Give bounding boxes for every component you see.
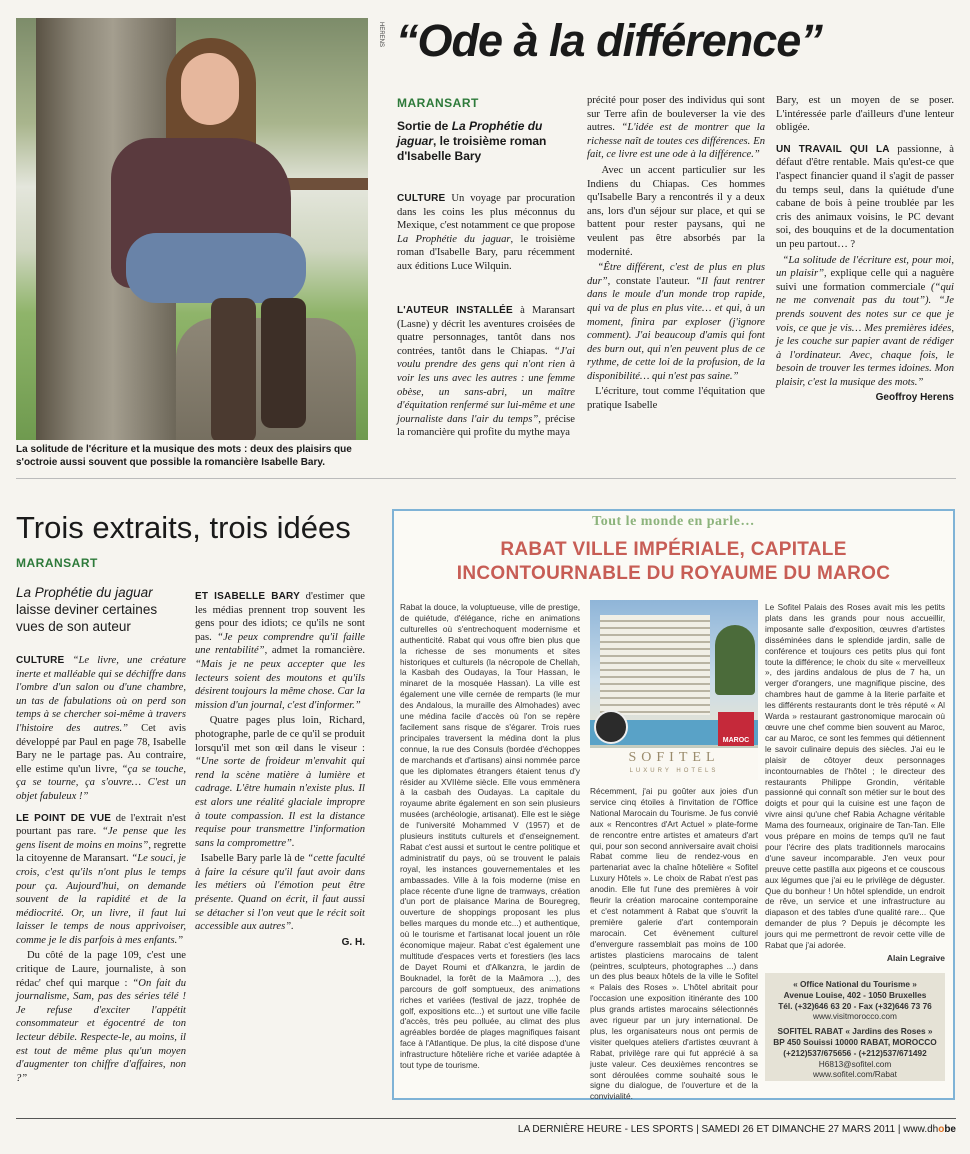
hotel-email-link[interactable]: H6813@sofitel.com [818, 1058, 892, 1069]
article-title: “Ode à la différence” [396, 15, 822, 66]
ad-signature: Alain Legraive [886, 953, 945, 963]
article-intro: Sortie de La Prophétie du jaguar, le troisième roman d'Isabelle Bary [397, 119, 547, 163]
sofitel-tagline: LUXURY HOTELS [629, 768, 719, 774]
author-photo [16, 18, 368, 440]
footer-rule [16, 1118, 956, 1119]
article2-title: Trois extraits, trois idées [16, 510, 351, 545]
ad-title: RABAT VILLE IMPÉRIALE, CAPITALE INCONTOURNABLE DU ROYAUME DU MAROC [456, 539, 891, 584]
article2-intro: La Prophétie du jaguar laisse deviner certaines vues de son auteur [16, 585, 158, 634]
article2-column-1: CULTURE “Le livre, une créature inerte et malléable qui se déchiffre dans l'ombre d'un salon ou d'une chambre, un tas de fabulations où on perd son temps à se chercher soi-même à travers l'histoire des autres.” Cet avis développé par Paul en page 78, Isabelle Bary ne le partage pas. Au contraire, elle estime qu'un livre, “ça se touche, ça se tourne, ça s'ouvre… C'est un objet fabuleux !” LE POINT DE VUE de l'extrait n'est pourtant pas rare. “Je pense que les gens lisent de moins en moins”, regrette la citoyenne de Maransart. “Le souci, je crois, c'est qu'ils n'ont plus le temps pour ça. Aujourd'hui, on demande souvent de la rapidité et de la médiocrité. Or, un livre, il faut lui laisser le temps de nous apprivoiser, comme je le dis parfois à mes enfants.” Du côté de la page 109, c'est une critique de Laure, journaliste, à son rédac' chef qui marque : “On fait du journalisme, Sam, pas des séries télé ! Je refuse d'exciter l'appétit consommateur et égocentré de ton lecteur débile. Respecte-le, au moins, il est tout de même plus qu'un moyen d'augmenter ton chiffre d'affaires, non ?” [16, 655, 186, 1084]
article-column-3: Bary, est un moyen de se poser. L'intéressée parle d'ailleurs d'une lenteur obligée. UN TRAVAIL QUI LA passionne, à défaut d'être rentable. Mais qu'est-ce que l'aspect financier quand il s'agit de passer du temps seul, dans la quiétude d'une cabane de bois à peine troublée par les cris des animaux voisins, le PC devant soi, des bouquins et de la documentation un peu partout… ? “La solitude de l'écriture est, pour moi, un plaisir”, explique celle qui a naguère suivi une formation commerciale (“qui ne me convenait pas du tout”). “Je prends souvent des notes sur ce que je vois, ce que je vis… Mes premières idées, je les couche sur papier avant de rédiger à l'ordinateur. Avec, chaque fois, le besoin de trouver les termes idoines. Mon plaisir, c'est la musique des mots.” Geoffroy Herens [776, 95, 954, 404]
ad-column-3: Le Sofitel Palais des Roses avait mis les petits plats dans les grands pour nous accueillir, imposante salle d'exposition, œuvres d'artistes disséminées dans le splendide jardin, salle de conférence et toujours ces petits plus qui font toute la différence; le choix du site « merveilleux », des jardins andalous de plus de 7 ha, un verger d'orangers, une magnifique piscine, des chambres haut de gamme à la literie parfaite et les différents restaurants dont le très réputé « Al Warda » restaurant gastronomique marocain où œuvre une chef comme bien souvent au Maroc, car au Maroc, ce sont les femmes qui détiennent le savoir culinaire depuis des siècles. J'ai eu le plaisir de côtoyer deux personnages incontournables de l'hôtel ; le directeur des restaurants Philippe Grondin, véritable passionné qui connaît son métier sur le bout des doigts et pour qui la cuisine est une façon de vivre ainsi qu'une chef Rabia Achagne véritable Mama des fourneaux, originaire de Tan-Tan. Elle vous prépare en moins de temps qu'il ne faut pour l'écrire des plats traditionnels marocains d'une saveur incomparable. J'en veux pour preuve cette pastilla aux pigeons et ce couscous aux légumes que j'ai eu le privilège de déguster. Que du bonheur ! Un hôtel splendide, un endroit de rêve, un service et une infrastructure au diapason et des tables d'une qualité rare... Que demander de plus ? Depuis je décompte les jours qui me permettront de revoir cette ville de Rabat que j'ai adorée. Alain Legraive [765, 602, 945, 963]
page-footer: LA DERNIÈRE HEURE - LES SPORTS | SAMEDI 26 ET DIMANCHE 27 MARS 2011 | www.dhobe [517, 1124, 956, 1135]
award-badge-icon [594, 710, 628, 744]
article-rubric: MARANSART [397, 96, 479, 110]
sofitel-logo: SOFITEL [628, 750, 720, 765]
ad-column-1: Rabat la douce, la voluptueuse, ville de prestige, de quiétude, d'élégance, riche en animations culturelles où s'entrechoquent modernisme et authenticité. Rabat qui vous offre bien plus que la richesse de ses monuments et sites historiques et culturels (la nécropole de Chellah, la Kasbah des Oudayas, la Tour Hassan, le minaret de la mosquée Hassan). La ville est également une ville cernée de remparts (le mur des Andalous, la muraille des Almohades) avec une médina facile d'accès où l'on se repère facilement sans risque de s'égarer. Trois rues principales traversent la médina dont la plus connue, la rue des Consuls (bordée d'échoppes de marchands et d'artisans) ainsi nommée parce que les diplomates étrangers étaient tenus d'y résider au XVIIème siècle. Elle vous emmènera à la casbah des Oudayas. La capitale du royaume abrite également en son sein plusieurs musées (archéologie, artisanat). Elle est le siège de l'université Mohammed V (1957) et de plusieurs instituts culturels et d'enseignement. Rabat c'est aussi et surtout le centre politique et administratif du pays, où se trouvent le palais royal, les instances gouvernementales et les ambassades. Ville à la fois moderne (mise en place récente d'une ligne de tramways, création d'un port de plaisance Marina de Bouregreg, ouverture de shoppings proposant les plus belles marques du monde etc...) et authentique, où le tourisme et l'artisanat local jouent un rôle économique majeur. Rabat c'est également une multitude d'espaces verts et forestiers (les lacs de Dayet Roumi et d'Alkanzra, le jardin de Bouknadel, la forêt de la Maâmora ...), des parcours de golf somptueux, des animations riches et variées (festival de jazz, trophée de golf, expositions etc...) et surtout une ville facile d'accès, très peu polluée, au climat des plus agréables bordée de plages magnifiques faisant face à l'Atlantique. De plus, la cité dispose d'une infrastructure hôtelière riche et variée adaptée à tout type de tourisme. [400, 602, 580, 1071]
office-website-link[interactable]: www.visitmorocco.com [813, 1011, 897, 1022]
article2-signature: G. H. [341, 936, 365, 948]
article-column-2: précité pour poser des individus qui sont sur Terre afin de bouleverser la vie des autres. “L'idée est de montrer que la richesse naît de toutes ces différences. En fait, ce livre est une ode à la différence.” Avec un accent particulier sur les Indiens du Chiapas. Ces hommes qu'Isabelle Bary a rencontrés il y a deux ans, lors d'un séjour sur place, et qui se battent pour rester paysans, qui ne veulent pas être absorbés par la modernité. “Être différent, c'est de plus en plus dur”, constate l'auteur. “Il faut rentrer dans le moule d'un monde trop rapide, qui va de plus en plus vite… et qui, à un moment, finira par exploser (j'ignore comment). J'ai beaucoup d'amis qui font des burn out, qui n'en peuvent plus de ce rythme, de cette loi de la profusion, de la disponibilité… qui n'est pas saine.” L'écriture, tout comme l'équitation que pratique Isabelle [587, 95, 766, 412]
maroc-logo-icon: MAROC [718, 712, 754, 746]
photo-credit: HERENS [378, 22, 384, 48]
article-paragraph: L'AUTEUR INSTALLÉE à Maransart (Lasne) y décrit les aventures croisées de quatre personnages, tantôt dans nos contrées, tantôt dans le Chiapas. “J'ai voulu prendre des gens qui n'ont rien à voir les uns avec les autres : une femme obèse, un sans-abri, un maître d'équitation renfermé sur lui-même et une journaliste dans l'air du temps”, précise la romancière qui profite du mythe maya [397, 305, 575, 439]
divider [16, 478, 956, 479]
ad-contact-box: « Office National du Tourisme » Avenue Louise, 402 - 1050 Bruxelles Tél. (+32)646 63 20 - Fax (+32)646 73 76 www.visitmorocco.com SOFITEL RABAT « Jardins des Roses » BP 450 Souissi 10000 RABAT, MOROCCO (+212)537/675656 - (+212)537/671492 H6813@sofitel.com www.sofitel.com/Rabat [765, 973, 945, 1081]
ad-kicker: Tout le monde en parle… [592, 514, 755, 529]
hotel-website-link[interactable]: www.sofitel.com/Rabat [813, 1069, 897, 1080]
ad-column-2: Récemment, j'ai pu goûter aux joies d'un service cinq étoiles à l'invitation de l'Office National Marocain du Tourisme. Je fus convié aux « Rencontres d'Art Actuel » plate-forme de rencontre entre artistes et amateurs d'art qui, pour son second anniversaire avait choisi Rabat comme lieu de rendez-vous en partenariat avec la chaîne hôtelière « Sofitel Luxury Hôtels ». Le choix de Rabat n'est pas anodin. Elle fut l'une des premières à voir fleurir la création marocaine contemporaine et c'est notamment à Rabat que s'ouvrit la première galerie d'art contemporain marocain. Cet évènement culturel d'envergure rassemblait pas moins de 100 artistes plasticiens marocains de talent (peintres, sculpteurs, photographes ...) dans un des plus beaux hôtels de la ville le Sofitel « Palais des Roses ». L'hôtel abritait pour l'occasion une exposition itinérante des 100 plus grands artistes marocains sélectionnés avec rigueur par un jury international. De plus, les organisateurs nous ont permis de visiter quelques ateliers d'artistes œuvrant à Rabat, privilège rare qui fut apprécié à sa juste valeur. Ces deuxièmes rencontres se sont déroulées comme souhaité sous le signe du dialogue, de l'ouverture et de la convivialité. [590, 786, 758, 1102]
article2-rubric: MARANSART [16, 556, 98, 570]
article2-column-2: ET ISABELLE BARY d'estimer que les médias prennent trop souvent les gens pour des idiots; ce qu'ils ne sont pas. “Je peux comprendre qu'il faille une rentabilité”, admet la romancière. “Mais je ne peux accepter que les lecteurs soient des moutons et qu'ils désirent toujours la même chose. Car la mission d'un journal, c'est d'informer.” Quatre pages plus loin, Richard, photographe, parle de ce qu'il se produit lorsqu'il met son œil dans le viseur : “Une sorte de froideur m'envahit qui rend la scène matière à lumière et cadrage. L'être humain n'existe plus. Il est alors une réalité glaciale impropre à toute compassion. Il est la distance requise pour transmettre l'information sans la compromettre”. Isabelle Bary parle là de “cette faculté à faire la césure qu'il faut avoir dans les métiers où l'émotion peut être présente. Quand on écrit, il faut aussi se détacher si l'on veut que le récit soit accessible aux autres”. G. H. [195, 591, 366, 948]
article-paragraph: CULTURE Un voyage par procuration dans les coins les plus méconnus du Mexique, c'est notamment ce que propose La Prophétie du jaguar, le troisième roman d'Isabelle Bary, paru récemment aux éditions Luce Wilquin. [397, 193, 575, 272]
article-signature: Geoffroy Herens [875, 392, 954, 404]
hotel-photo [590, 600, 758, 780]
photo-caption: La solitude de l'écriture et la musique des mots : deux des plaisirs que s'octroie aussi souvent que possible la romancière Isabelle Bary. [16, 444, 352, 468]
